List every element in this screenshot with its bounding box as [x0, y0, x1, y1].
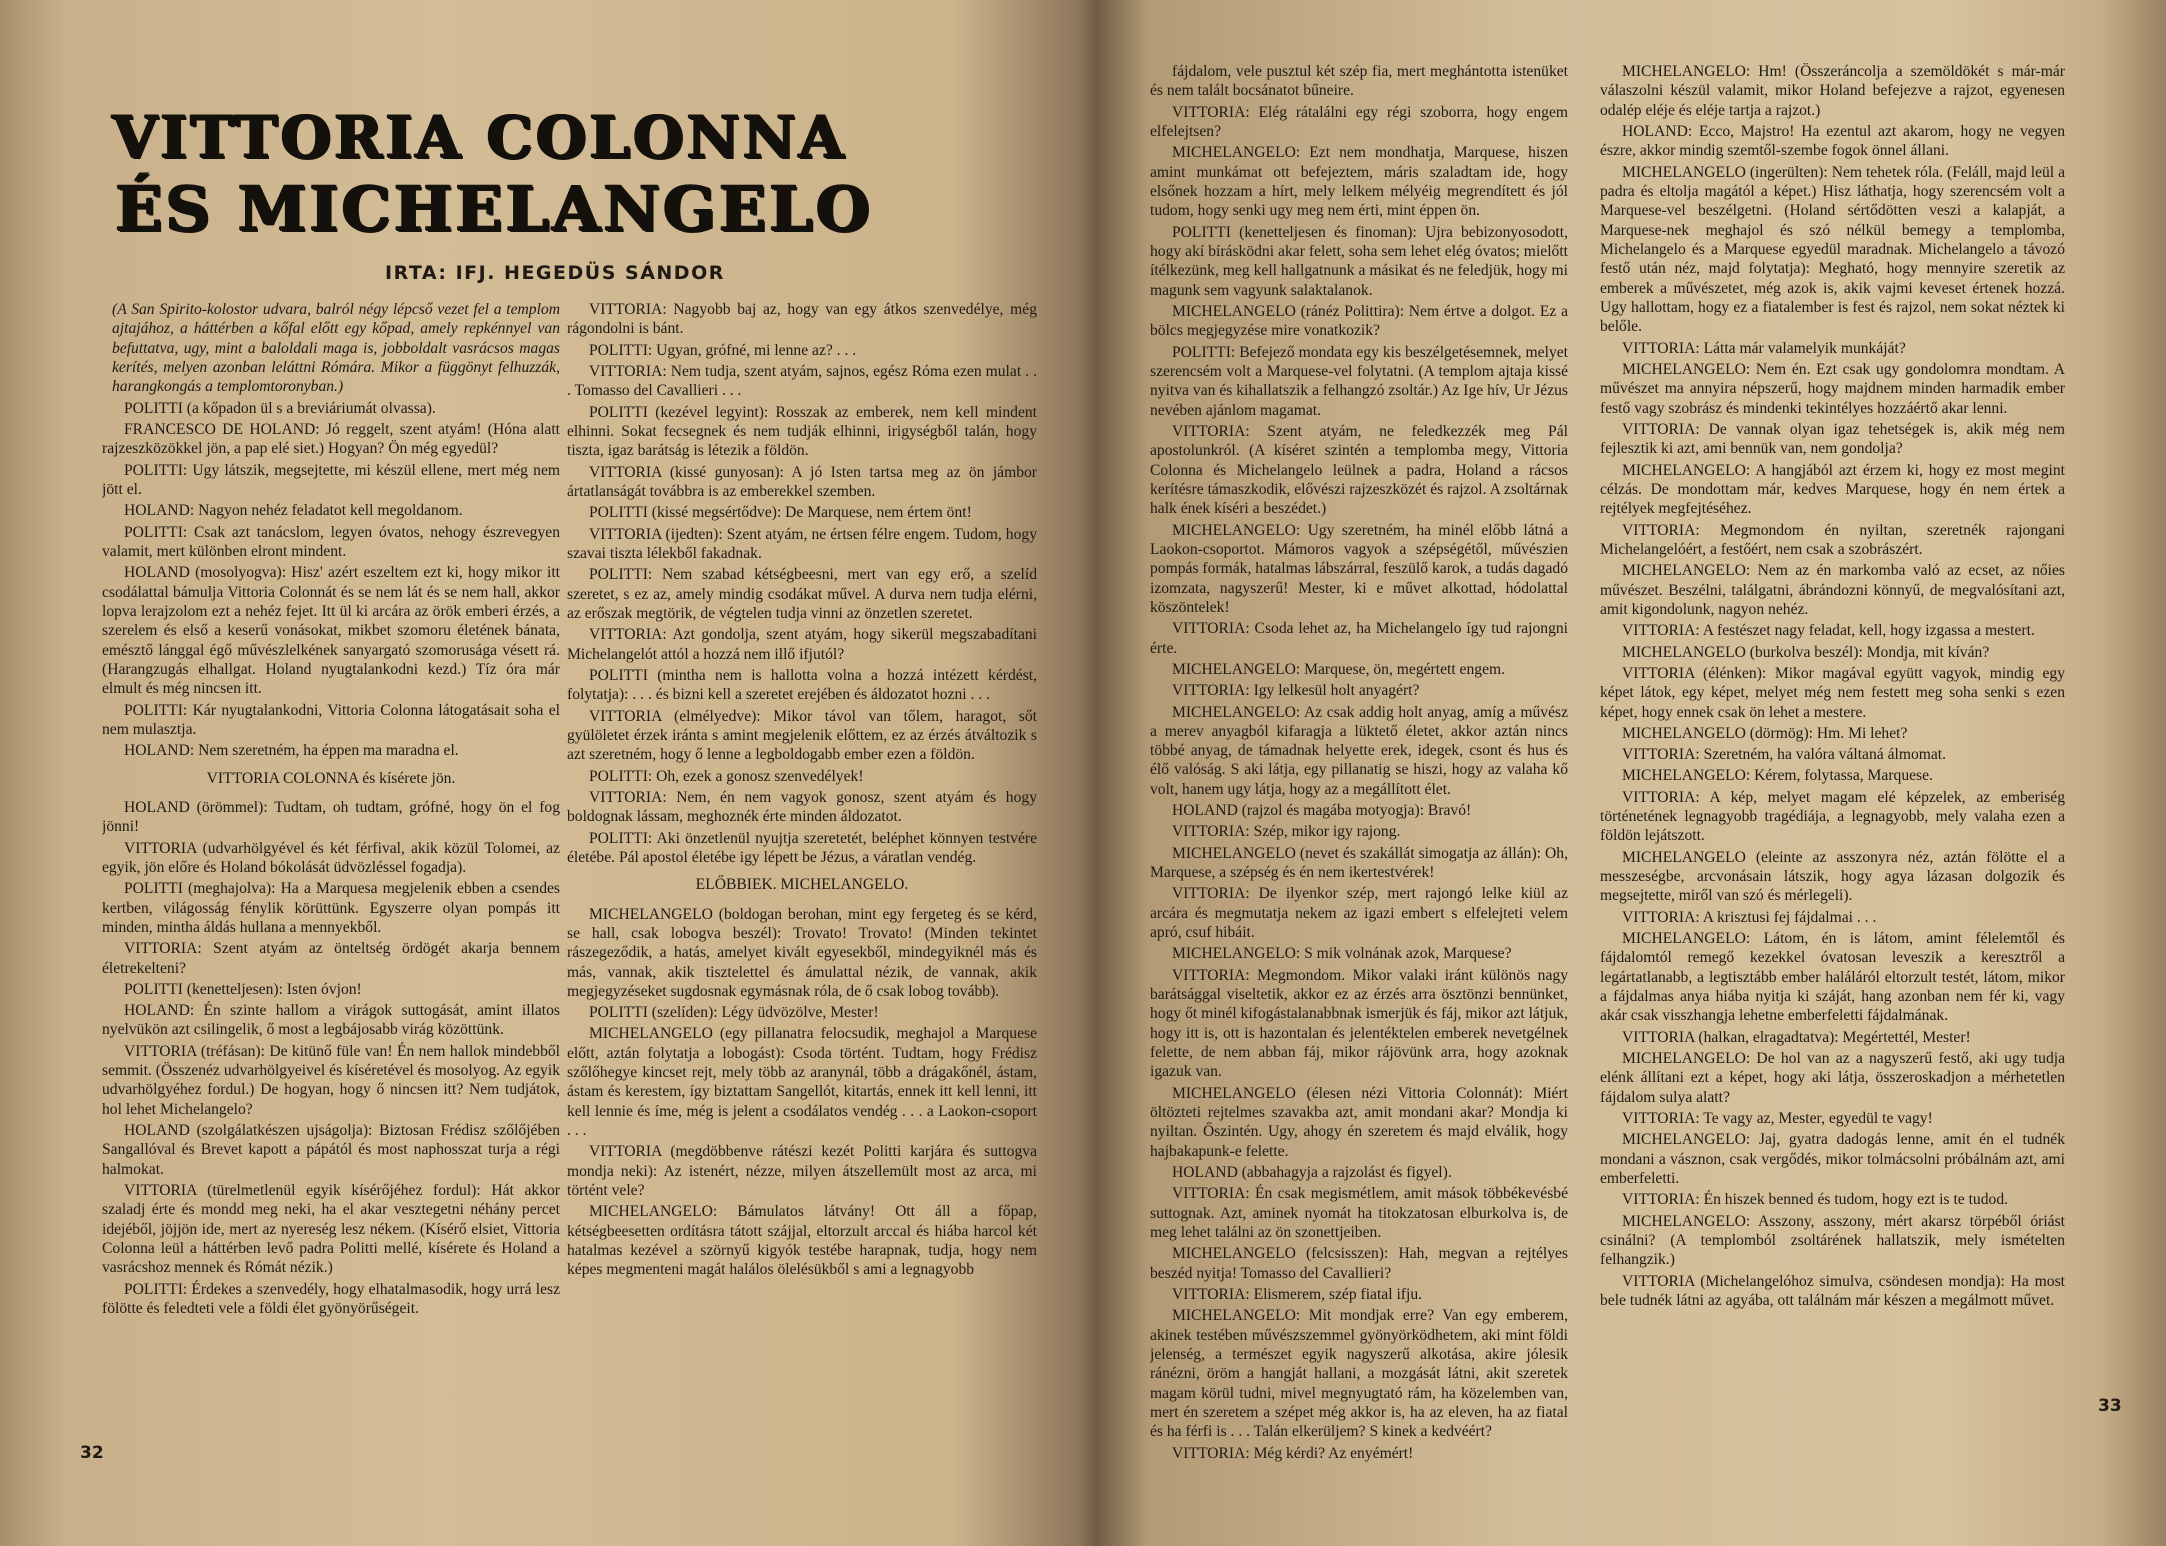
paragraph: MICHELANGELO: De hol van az a nagyszerű festő, aki ugy tudja elénk állítani ezt a képet, hogy aki látja, összeroskadjon a mérhetetlen fájdalom sulya alatt? [1600, 1050, 2065, 1106]
paragraph: POLITTI: Érdekes a szenvedély, hogy elhatalmasodik, hogy urrá lesz fölötte és feledteti vele a földi élet gyönyörűségeit. [102, 1280, 560, 1318]
column-1 [102, 300, 560, 1470]
paragraph: MICHELANGELO: Asszony, asszony, mért akarsz törpéből óriást csinálni? (A templomból zsoltárének hallatszik, mely ismételten felhangzik.) [1600, 1212, 2065, 1269]
paragraph: MICHELANGELO (ránéz Polittira): Nem értve a dolgot. Ez a bölcs megjegyzése mire vonatkozik? [1150, 302, 1568, 340]
paragraph: HOLAND (szolgálatkészen ujságolja): Biztosan Frédisz szőlőjében Sangallóval és Brevet kapott a pápától és most naphosszat turja a régi halmokat. [102, 1122, 560, 1178]
paragraph: VITTORIA: Azt gondolja, szent atyám, hogy sikerül megszabadítani Michelangelót attól a hozzá nem illő ifjutól? [567, 626, 1037, 663]
paragraph: VITTORIA: A kép, melyet magam elé képzelek, az emberiség történetének legnagyobb tragédiája, a legnagyobb, mely valaha ezen a földön lejátszott. [1600, 788, 2065, 845]
paragraph: VITTORIA (halkan, elragadtatva): Megértettél, Mester! [1622, 1028, 1971, 1046]
paragraph: VITTORIA (ijedten): Szent atyám, ne értsen félre engem. Tudom, hogy szavai tiszta lélekből fakadnak. [567, 525, 1037, 562]
paragraph: HOLAND (mosolyogva): Hisz' azért eszeltem ezt ki, hogy mikor itt csodálattal bámulja Vittoria Colonnát és se nem lát és se nem hall, akkor lopva lerajzolom ezt a nehéz fejet. Itt ül ki arcára az örök emberi érzés, a szerelem és első a keserű vonásokat, mikbet szomoru életének bánata, emésztő lánggal égő művészlelkének sanyargató szomorusága vésett rá. (Harangzugás elhallgat. Holand nyugtalankodni kezd.) Tíz óra már elmult és még nincsen itt. [102, 564, 560, 698]
paragraph: POLITTI: Befejező mondata egy kis beszélgetésemnek, melyet szerencsém volt a Marquese-vel folytatni. (A templom ajtaja kissé nyitva van és kihallatszik a felhangzó zsoltár.) Az Ige hív, Ur Jézus nevében ajánlom magamat. [1150, 343, 1568, 419]
paragraph: POLITTI: Oh, ezek a gonosz szenvedélyek! [589, 767, 864, 785]
paragraph: VITTORIA: Elég rátalálni egy régi szoborra, hogy engem elfelejtsen? [1150, 103, 1568, 140]
paragraph: VITTORIA (megdöbbenve rátészi kezét Politti karjára és suttogva mondja neki): Az istenért, nézze, milyen átszellemült most az arca, mi történt vele? [567, 1143, 1037, 1200]
paragraph: POLITTI: Nem szabad kétségbeesni, mert van egy erő, a szelíd szeretet, s ez az, amely mindig csodákat művel. A durva nem tudja elérni, az erőszak megtörik, de végtelen tudja vinni az önzetlen szeretet. [567, 566, 1037, 622]
paragraph: HOLAND (rajzol és magába motyogja): Bravó! [1172, 802, 1472, 820]
paragraph: POLITTI (a kőpadon ül s a breviáriumát olvassa). [124, 399, 436, 417]
paragraph: MICHELANGELO: Az csak addig holt anyag, amíg a művész a merev anyagból kifaragja a lüktető életet, akkor aztán nincs többé anyag, de támadnak helyette erek, idegek, csont és hus és élő valóság. S aki látja, egy pillanatig se hiszi, hogy az valaha kő volt, hanem ugy látja, hogy az a megállított élet. [1150, 703, 1568, 798]
paragraph: MICHELANGELO: Mit mondjak erre? Van egy emberem, akinek testében művészszemmel gyönyörködhetem, aki mint földi jelenség, a természet egyik nagyszerű alkotása, akire jólesik ránézni, öröm a hangját hallani, a mozgását látni, akit szeretek magam körül tudni, mivel megnyugtató rám, ha közelemben van, mert én szeretem a szépet még akkor is, ha az eleven, ha az fiatal és ha férfi is . . . Talán elkerüljem? S kinek a kedvéért? [1150, 1307, 1568, 1441]
paragraph: MICHELANGELO: Ezt nem mondhatja, Marquese, hiszen amint munkámat ott befejeztem, máris szaladtam ide, hogy elsőnek hozzam a hírt, mely lelkem mélyéig megrendített és jól tudom, hogy senki ugy meg nem érti, mint éppen ön. [1150, 144, 1568, 220]
paragraph: MICHELANGELO: A hangjából azt érzem ki, hogy ez most megint célzás. De mondottam már, kedves Marquese, hogy én nem értek a rejtélyek megfejtéséhez. [1600, 461, 2065, 518]
paragraph: VITTORIA: Nagyobb baj az, hogy van egy átkos szenvedélye, még rágondolni is bánt. [567, 301, 1037, 338]
paragraph: MICHELANGELO: Nem én. Ezt csak ugy gondolomra mondtam. A művészet ma annyira népszerű, hogy majdnem minden harmadik ember festő vagy szobrász és mindenki tekintélyes hozzáértő akar lenni. [1600, 360, 2065, 417]
paragraph: MICHELANGELO (burkolva beszél): Mondja, mit kíván? [1622, 643, 1990, 661]
article-title-line-1: VITTORIA COLONNA [112, 103, 847, 171]
paragraph: VITTORIA: Te vagy az, Mester, egyedül te vagy! [1622, 1110, 1933, 1128]
column-4 [1600, 62, 2065, 1462]
paragraph: MICHELANGELO (dörmög): Hm. Mi lehet? [1622, 724, 1908, 742]
paragraph: MICHELANGELO (eleinte az asszonyra néz, aztán fölötte el a messzeségbe, arcvonásain látszik, hogy agya lázasan dolgozik és megsejtette, miről van szó és mérlegeli). [1600, 848, 2065, 905]
paragraph: MICHELANGELO (élesen nézi Vittoria Colonnát): Miért öltözteti rejtelmes szavakba azt, amit mondani akar? Mondja ki nyiltan. Őszintén. Ugy, ahogy én szeretem és majd elválik, hogy hajbakapunk-e felette. [1150, 1084, 1568, 1160]
paragraph: MICHELANGELO: Kérem, folytassa, Marquese. [1622, 767, 1933, 785]
paragraph: VITTORIA: Én csak megismétlem, amit mások többékevésbé suttognak. Azt, aminek nyomát ha titokzatosan elburkolva is, de meg lehet találni az ön szonettjeiben. [1150, 1185, 1568, 1242]
paragraph: VITTORIA: Nem, én nem vagyok gonosz, szent atyám és hogy boldognak lássam, meghoznék érte minden áldozatot. [567, 788, 1037, 826]
paragraph: VITTORIA: Csoda lehet az, ha Michelangelo így tud rajongni érte. [1150, 620, 1568, 657]
paragraph: MICHELANGELO: Marquese, ön, megértett engem. [1172, 660, 1506, 678]
paragraph: VITTORIA: Látta már valamelyik munkáját? [1622, 339, 1906, 357]
paragraph: POLITTI: Kár nyugtalankodni, Vittoria Colonna látogatásait soha el nem mulasztja. [102, 701, 560, 738]
paragraph: VITTORIA: Szeretném, ha valóra váltaná álmomat. [1622, 746, 1947, 764]
paragraph: HOLAND (örömmel): Tudtam, oh tudtam, grófné, hogy ön el fog jönni! [102, 798, 560, 836]
paragraph: POLITTI: Ugy látszik, megsejtette, mi készül ellene, mert még nem jött el. [102, 461, 560, 498]
paragraph: VITTORIA: De ilyenkor szép, mert rajongó lelke kiül az arcára és megmutatja nekem az igazi embert s elfelejteti velem apró, csuf hibáit. [1150, 885, 1568, 942]
paragraph: MICHELANGELO: Nem az én markomba való az ecset, az nőies művészet. Beszélni, találgatni, ábrándozni könnyű, de megvalósítani azt, amit kigondolunk, nagyon nehéz. [1600, 562, 2065, 618]
paragraph: VITTORIA: A festészet nagy feladat, kell, hogy izgassa a mestert. [1622, 622, 2035, 640]
paragraph: MICHELANGELO (nevet és szakállát simogatja az állán): Oh, Marquese, a szépség és én nem ikertestvérek! [1150, 844, 1568, 882]
paragraph: HOLAND: Ecco, Majstro! Ha ezentul azt akarom, hogy ne vegyen észre, akkor mindig szemtől-szembe fogok önnel állani. [1600, 122, 2065, 160]
paragraph: HOLAND: Nagyon nehéz feladatot kell megoldanom. [124, 502, 463, 520]
paragraph: POLITTI (kenetteljesen és finoman): Ujra bebizonyosodott, hogy akí bírásködni akar felett, soha sem lehet elég óvatos; mielőtt ítélkezünk, meg kell hallgatnunk a másikat és ne feledjük, hogy mi magunk sem vagyunk salaktalanok. [1150, 223, 1568, 299]
paragraph: VITTORIA: Megmondom én nyiltan, szeretnék rajongani Michelangelóért, a festőért, nem csak a szobrászért. [1600, 521, 2065, 558]
paragraph: VITTORIA COLONNA és kísérete jön. [206, 769, 456, 787]
paragraph: VITTORIA (elmélyedve): Mikor távol van tőlem, haragot, sőt gyülöletet érzek iránta s amint megjelenik előttem, ez az érzés átváltozik s azt szeretném, hogy ő lenne a legboldogabb ember ezen a földön. [567, 707, 1037, 764]
paragraph: VITTORIA (Michelangelóhoz simulva, csöndesen mondja): Ha most bele tudnék látni az agyába, ott találnám már készen a megálmott művet. [1600, 1272, 2065, 1310]
paragraph: POLITTI: Ugyan, grófné, mi lenne az? . . . [589, 341, 857, 359]
paragraph: HOLAND (abbahagyja a rajzolást és figyel). [1172, 1164, 1452, 1182]
paragraph: MICHELANGELO: Hm! (Összeráncolja a szemöldökét s már-már válaszolni készül valamit, mikor Holand befejezve a rajzot, egyenesen odalép eléje és eléje tartja a rajzot.) [1600, 63, 2065, 119]
paragraph: POLITTI: Aki önzetlenül nyujtja szeretetét, beléphet könnyen testvére életébe. Pál apostol életébe igy lépett be Jézus, a váratlan vendég. [567, 829, 1037, 866]
paragraph: VITTORIA: Megmondom. Mikor valaki iránt különös nagy barátsággal viseltetik, akkor ez az érzés arra ösztönzi bennünket, hogy őt minél kifogástalanabbnak ismerjük és fáj, mikor azt látjuk, hogy itt is, ott is hazontalan és jelentéktelen emberek nevetgélnek felette, de nem abban fáj, mikor rájövünk arra, hogy azoknak igazuk van. [1150, 966, 1568, 1081]
paragraph: POLITTI: Csak azt tanácslom, legyen óvatos, nehogy észrevegyen valamit, mert különben elront mindent. [102, 523, 560, 560]
page-number-left: 32 [80, 1443, 104, 1463]
paragraph: MICHELANGELO: Ugy szeretném, ha minél előbb látná a Laokon-csoportot. Mámoros vagyok a szépségétől, művészien pompás formák, hatalmas lábszárral, feszülő karok, a tudás dagadó izomzata, nagyszerű! Mester, ki e művet alkottad, hódolattal köszöntelek! [1150, 521, 1568, 616]
paragraph: ELŐBBIEK. MICHELANGELO. [695, 876, 909, 894]
paragraph: POLITTI (kezével legyint): Rosszak az emberek, nem kell mindent elhinni. Sokat fecsegnek és nem tudják elhinni, irigységből talán, hogy tiszta, igaz barátság is létezik a földön. [567, 403, 1037, 460]
paragraph: POLITTI (mintha nem is hallotta volna a hozzá intézett kérdést, folytatja): . . . és bizni kell a szeretet erejében és áldozatot hozni . . . [567, 666, 1037, 704]
article-title-line-2: ÉS MICHELANGELO [115, 172, 873, 245]
byline: IRTA: IFJ. HEGEDÜS SÁNDOR [385, 262, 725, 284]
paragraph: VITTORIA: Szent atyám, ne feledkezzék meg Pál apostolunkról. (A kíséret szintén a templomba megy, Vittoria Colonna és Michelangelo leülnek a padra, Holand a rácsos kerítésre támaszkodik, elővészi rajzeszközét és rajzol. A zsoltárnak halk ének kíséri a beszédet.) [1150, 422, 1568, 518]
paragraph: VITTORIA: Igy lelkesül holt anyagért? [1172, 682, 1420, 700]
paragraph: VITTORIA: Én hiszek benned és tudom, hogy ezt is te tudod. [1622, 1191, 2009, 1209]
paragraph: MICHELANGELO (egy pillanatra felocsudik, meghajol a Marquese előtt, aztán folytatja a lobogást): Csoda történt. Tudtam, hogy Frédisz szőlőhegye kincset rejt, mely több az aranynál, több a drágakőnél, ástam, ástam és kerestem, így biztattam Sangellót, kitartás, ennek itt kell lenni, itt kell lennie és íme, még is jelent a csodálatos vendég . . . a Laokon-csoport . . . [567, 1025, 1037, 1140]
paragraph: VITTORIA: De vannak olyan igaz tehetségek is, akik még nem fejlesztik ki azt, ami bennük van, nem gondolja? [1600, 420, 2065, 458]
column-2 [567, 300, 1037, 1470]
paragraph: VITTORIA: Szép, mikor igy rajong. [1172, 823, 1401, 841]
page-number-right: 33 [2098, 1396, 2122, 1416]
paragraph: VITTORIA (udvarhölgyével és két férfival, akik közül Tolomei, az egyik, jön előre és Holand bókolását üdvözléssel fogadja). [102, 839, 560, 876]
paragraph: (A San Spirito-kolostor udvara, balról négy lépcső vezet fel a templom ajtajához, a háttérben a kőfal előtt egy kőpad, amely repkénnyel van befuttatva, ugy, mint a baloldali maga is, jobboldalt vasrácsos magas kerítés, melyen azonban leláttni Rómára. Mikor a függönyt felhuzzák, harangkongás a templomtoronyban.) [112, 301, 560, 396]
paragraph: VITTORIA (tréfásan): De kitünő füle van! Én nem hallok mindebből semmit. (Összenéz udvarhölgyeivel és kíséretével és mosolyog. Az egyik udvarhölgyéhez fordul.) De hogyan, hogy ő nincsen itt? Nem tudjátok, hol lehet Michelangelo? [102, 1042, 560, 1118]
paragraph: MICHELANGELO: S mik volnának azok, Marquese? [1172, 945, 1512, 963]
paragraph: POLITTI (meghajolva): Ha a Marquesa megjelenik ebben a csendes kertben, világosság fénylik körüttünk. Egyszerre olyan pompás itt minden, mintha áldás hullana a mennyekből. [102, 880, 560, 936]
paragraph: VITTORIA (élénken): Mikor magával együtt vagyok, mindig egy képet látok, egy képet, melyet még nem festett meg soha senki s ezen képet, hogy ennek csak ön lehet a mestere. [1600, 664, 2065, 721]
paragraph: VITTORIA (kissé gunyosan): A jó Isten tartsa meg az ön jámbor ártatlanságát továbbra is az emberekkel szemben. [567, 463, 1037, 500]
paragraph: VITTORIA: Még kérdi? Az enyémért! [1172, 1444, 1414, 1462]
paragraph: VITTORIA: Nem tudja, szent atyám, sajnos, egész Róma ezen mulat . . . Tomasso del Cavallieri . . . [567, 362, 1037, 400]
paragraph: FRANCESCO DE HOLAND: Jó reggelt, szent atyám! (Hóna alatt rajzeszközökkel jön, a pap elé siet.) Hogyan? Ön még egyedül? [102, 420, 560, 458]
paragraph: MICHELANGELO (boldogan berohan, mint egy fergeteg és se kérd, se hall, csak lobogva beszél): Trovato! Trovato! (Minden tekintet rászegeződik, a hatás, amelyet kivált egyesekből, mindegyiknél más és más, vannak, akik tisztelettel és ámulattal nézik, de vannak, akik megjegyzéseket sugdosnak egymásnak róla, de ő csak lobog tovább). [567, 905, 1037, 1000]
paragraph: HOLAND: Nem szeretném, ha éppen ma maradna el. [124, 742, 459, 760]
paragraph: POLITTI (kissé megsértődve): De Marquese, nem értem önt! [589, 504, 972, 522]
paragraph: POLITTI (kenetteljesen): Isten óvjon! [124, 980, 362, 998]
paragraph: VITTORIA: Szent atyám az önteltség ördögét akarja bennem életrekelteni? [102, 940, 560, 977]
paragraph: MICHELANGELO (ingerülten): Nem tehetek róla. (Feláll, majd leül a padra és eltolja magától a képet.) Hisz láthatja, hogy szerencsém volt a Marquese-vel beszélgetni. (Holand sértődötten veszi a kalapját, a Marquese-nek meghajol és szó nélkül bemegy a templomba, Michelangelo és a Marquese egyedül maradnak. Michelangelo a távozó festő után néz, majd folytatja): Megható, hogy mennyire szeretik az emberek a művészetet, még azok is, akik vajmi keveset értenek hozzá. Ugy hallottam, hogy ez a fiatalember is fest és rajzol, nem sokat néztek ki belőle. [1600, 163, 2065, 336]
paragraph: fájdalom, vele pusztul két szép fia, mert meghántotta istenüket és nem talált bocsánatot bűneire. [1150, 63, 1568, 100]
column-3 [1150, 62, 1568, 1462]
paragraph: HOLAND: Én szinte hallom a virágok suttogását, amint illatos nyelvükön azt csilingelik, ő most a legbájosabb virág közöttünk. [102, 1002, 560, 1039]
paragraph: VITTORIA: Elismerem, szép fiatal ifju. [1172, 1286, 1423, 1304]
paragraph: VITTORIA (türelmetlenül egyik kísérőjéhez fordul): Hát akkor szaladj érte és mondd meg neki, ha el akar vesztegetni néhány percet idejéből, jöjjön ide, mert az nyereség lesz nékem. (Kísérő elsiet, Vittoria Colonna leül a háttérben levő padra Politti mellé, kísérete és Holand a vasrácshoz mennek és Rómát nézik.) [102, 1182, 560, 1277]
paragraph: VITTORIA: A krisztusi fej fájdalmai . . . [1622, 908, 1877, 926]
paragraph: POLITTI (szelíden): Légy üdvözölve, Mester! [589, 1004, 879, 1022]
paragraph: MICHELANGELO: Bámulatos látvány! Ott áll a főpap, kétségbeesetten ordításra tátott szájjal, eltorzult arccal és hiába harcol két hatalmas kezével a szörnyű kigyók testébe harapnak, tudja, hogy nem képes megmenteni magát halálos ölelésükből s ami a legnagyobb [567, 1203, 1037, 1279]
paragraph: MICHELANGELO: Jaj, gyatra dadogás lenne, amit én el tudnék mondani a vásznon, csak vergődés, mikor tolmácsolni próbálnám azt, ami emberfeletti. [1600, 1131, 2065, 1188]
paragraph: MICHELANGELO (felcsisszen): Hah, megvan a rejtélyes beszéd nyitja! Tomasso del Cavallieri? [1150, 1245, 1568, 1282]
paragraph: MICHELANGELO: Látom, én is látom, amint félelemtől és fájdalomtól remegő kezekkel óvatosan leveszik a keresztről a legártatlanabb, a legtisztább ember haláláról eltorzult testét, látom, mikor a fájdalmas anya hiába nyitja ki száját, hang azonban nem fér ki, vagy akár csak visszhangja lehetne emberfeletti fájdalmának. [1600, 930, 2065, 1025]
